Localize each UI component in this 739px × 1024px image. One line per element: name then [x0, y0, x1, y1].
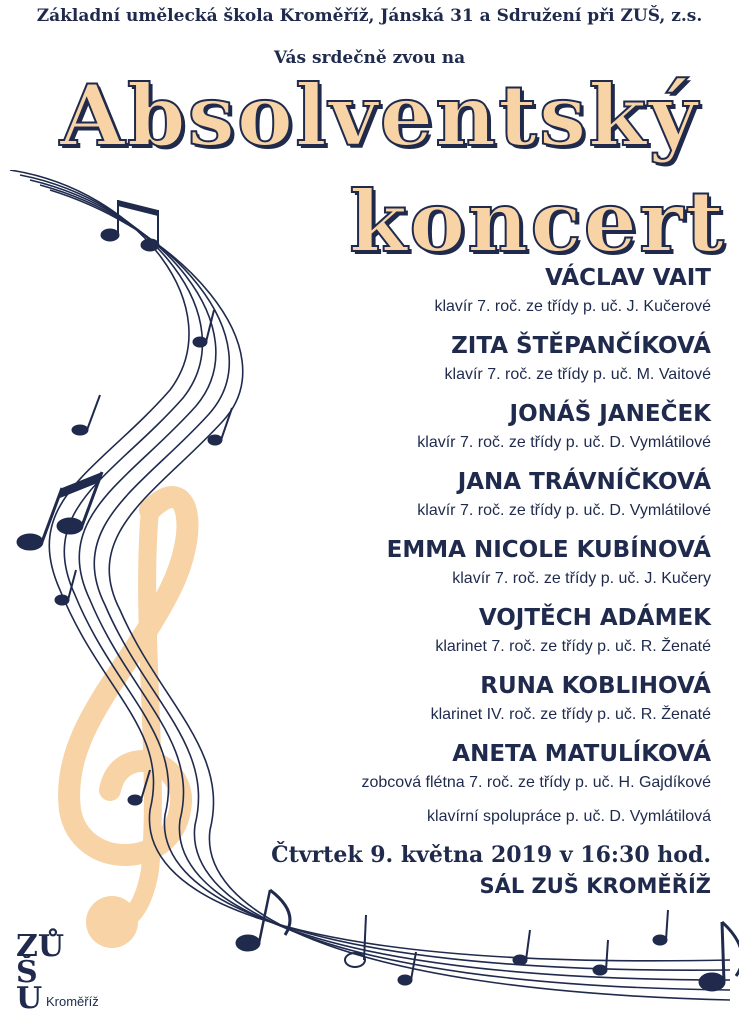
treble-clef-icon	[69, 497, 187, 948]
organizer-header: Základní umělecká škola Kroměříž, Jánská 31 a Sdružení při ZUŠ, z.s.	[36, 6, 703, 26]
performer-name: RUNA KOBLIHOVÁ	[480, 673, 711, 699]
title-line-2: koncert	[349, 172, 726, 271]
performer-name: JANA TRÁVNÍČKOVÁ	[457, 469, 711, 495]
performer-list	[271, 262, 711, 806]
title-line-1: Absolventský	[59, 66, 700, 165]
performer-info: klavír 7. roč. ze třídy p. uč. J. Kučery	[452, 570, 711, 587]
performer-name: ANETA MATULÍKOVÁ	[452, 741, 711, 767]
performer-info: klavír 7. roč. ze třídy p. uč. J. Kučerové	[434, 298, 711, 315]
performer-name: VOJTĚCH ADÁMEK	[478, 605, 711, 631]
event-venue: SÁL ZUŠ KROMĚŘÍŽ	[479, 874, 711, 898]
event-datetime: Čtvrtek 9. května 2019 v 16:30 hod.	[271, 842, 711, 868]
performer-info: klarinet 7. roč. ze třídy p. uč. R. Ženaté	[435, 638, 711, 655]
performer-name: JONÁŠ JANEČEK	[509, 401, 711, 427]
performer-info: klarinet IV. roč. ze třídy p. uč. R. Ženaté	[430, 706, 711, 723]
performer-name: EMMA NICOLE KUBÍNOVÁ	[386, 537, 711, 563]
performer-info: klavír 7. roč. ze třídy p. uč. D. Vymlátilové	[417, 434, 711, 451]
performer-info: zobcová flétna 7. roč. ze třídy p. uč. H. Gajdíkové	[361, 774, 711, 791]
performer-info: klavír 7. roč. ze třídy p. uč. M. Vaitové	[444, 366, 711, 383]
performer-name: ZITA ŠTĚPANČÍKOVÁ	[451, 333, 711, 359]
accompaniment-note: klavírní spolupráce p. uč. D. Vymlátilová	[427, 808, 711, 825]
performer-info: klavír 7. roč. ze třídy p. uč. D. Vymlátilové	[417, 502, 711, 519]
logo-city: Kroměříž	[46, 994, 99, 1009]
invitation-line: Vás srdečně zvou na	[273, 48, 466, 68]
logo-mark: ZŮ Š U	[16, 929, 65, 1016]
school-logo	[12, 930, 122, 1020]
performer-name: VÁCLAV VAIT	[545, 265, 711, 291]
